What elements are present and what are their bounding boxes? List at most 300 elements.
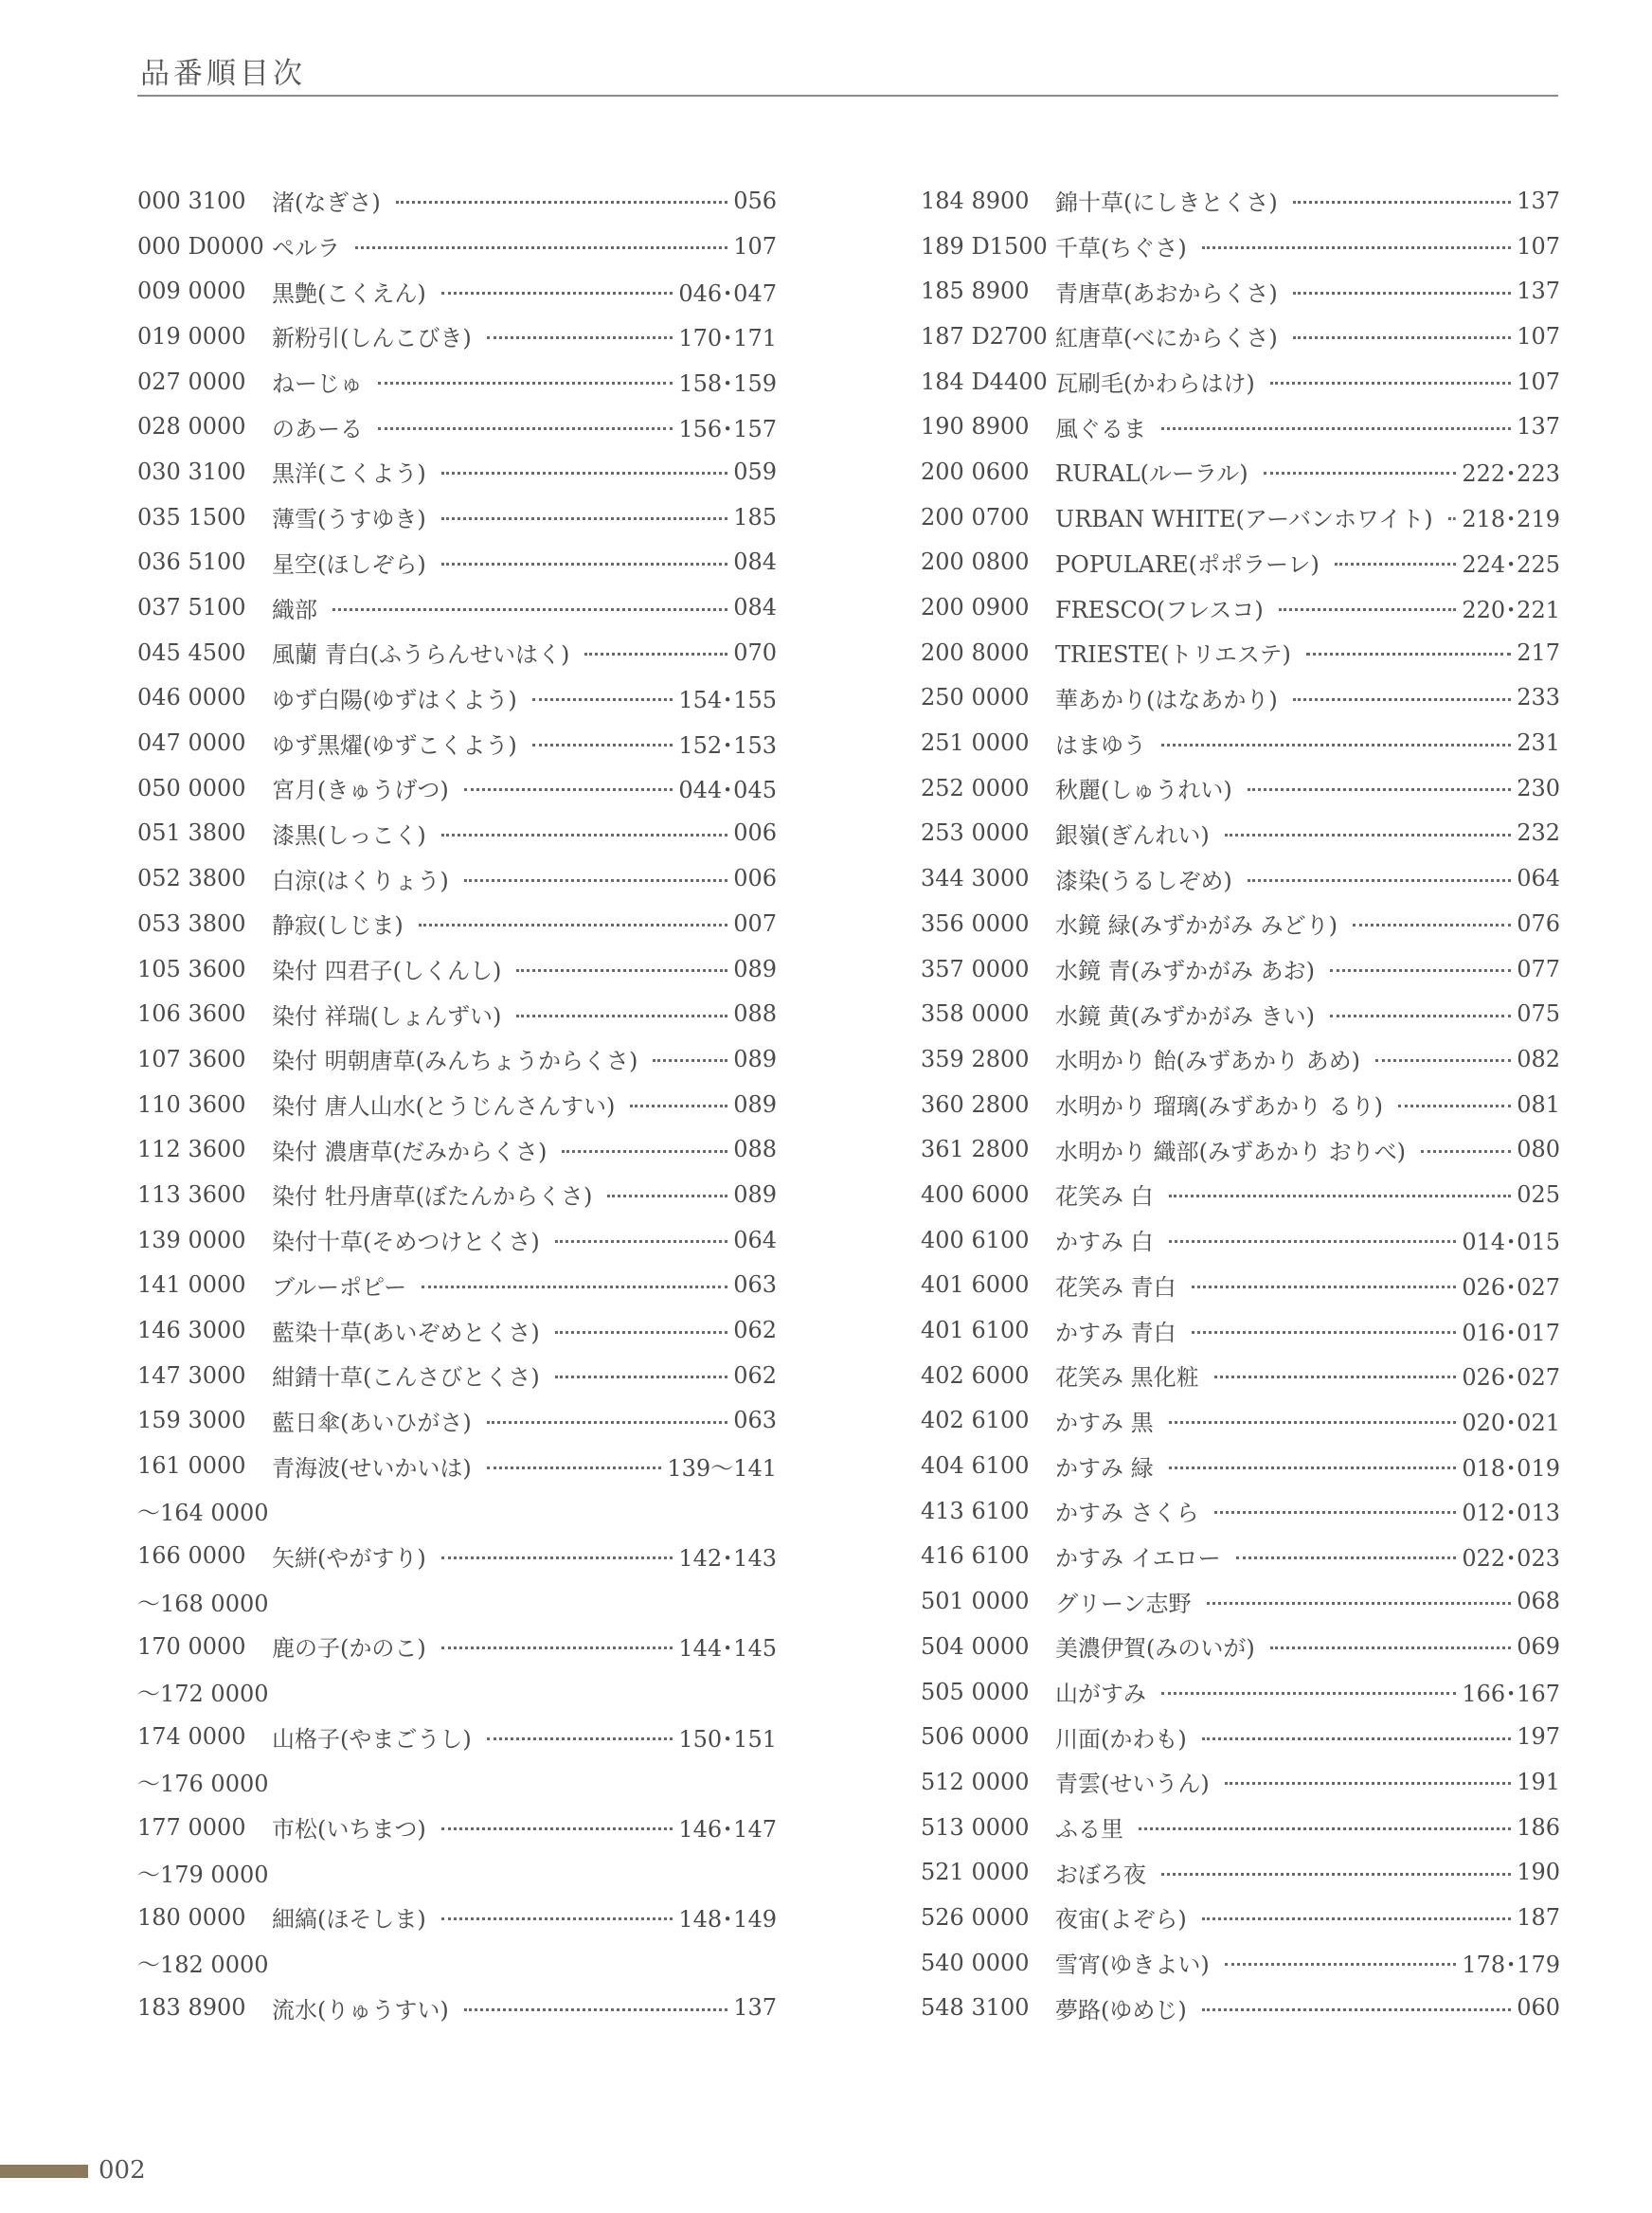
product-code: 027 0000: [137, 368, 246, 395]
product-name: 銀嶺(ぎんれい): [1055, 821, 1210, 849]
product-code: 501 0000: [921, 1588, 1030, 1615]
index-entry: [921, 675, 1560, 721]
product-code: 401 6000: [921, 1271, 1030, 1299]
index-entry: [137, 675, 777, 721]
index-entry: [137, 1353, 777, 1398]
product-name: 鹿の子(かのこ): [272, 1635, 426, 1663]
page-reference: 026･027: [1462, 1273, 1560, 1301]
product-code: 106 3600: [137, 1000, 246, 1028]
product-name: 染付 牡丹唐草(ぼたんからくさ): [272, 1183, 593, 1211]
product-code: 009 0000: [137, 278, 246, 305]
page-reference: 059: [733, 458, 777, 485]
page-title: 品番順目次: [140, 57, 306, 91]
product-code: 030 3100: [137, 458, 246, 485]
dot-leader: [355, 246, 727, 249]
index-entry: [137, 540, 777, 585]
index-entry: [137, 1849, 777, 1895]
product-name: 夜宙(よぞら): [1055, 1906, 1187, 1934]
product-code: 513 0000: [921, 1813, 1030, 1841]
dot-leader: [1353, 924, 1511, 927]
page-reference: 006: [733, 865, 777, 892]
page-reference: 148･149: [678, 1906, 777, 1934]
product-code: 159 3000: [137, 1407, 246, 1434]
dot-leader: [1448, 517, 1457, 520]
index-entry: [921, 1669, 1560, 1715]
dot-leader: [1248, 879, 1511, 882]
dot-leader: [1207, 1602, 1512, 1605]
product-code: 413 6100: [921, 1497, 1030, 1524]
product-name: 華あかり(はなあかり): [1055, 686, 1278, 713]
dot-leader: [516, 969, 727, 972]
index-entry: [921, 901, 1560, 946]
product-code: 〜172 0000: [137, 1681, 269, 1708]
product-name: TRIESTE(トリエステ): [1055, 641, 1291, 669]
index-entry: [137, 1759, 777, 1805]
dot-leader: [1202, 1917, 1511, 1920]
product-name: POPULARE(ポポラーレ): [1055, 550, 1320, 578]
dot-leader: [1161, 744, 1511, 747]
product-name: 染付 四君子(しくんし): [272, 958, 502, 985]
page-reference: 012･013: [1462, 1500, 1560, 1527]
index-entry: [137, 720, 777, 765]
page-reference: 232: [1517, 819, 1560, 847]
dot-leader: [422, 1286, 727, 1288]
index-entry: [921, 449, 1560, 495]
product-code: 〜176 0000: [137, 1771, 269, 1798]
page-reference: 025: [1517, 1180, 1560, 1208]
dot-leader: [1375, 1059, 1511, 1062]
product-name: RURAL(ルーラル): [1055, 460, 1248, 488]
product-name: 藍日傘(あいひがさ): [272, 1409, 472, 1436]
product-name: 水明かり 織部(みずあかり おりべ): [1055, 1138, 1406, 1165]
product-name: 宮月(きゅうげつ): [272, 777, 449, 804]
product-name: ふる里: [1055, 1816, 1123, 1844]
dot-leader: [1225, 834, 1511, 837]
product-name: 黒艶(こくえん): [272, 279, 426, 307]
index-entry: [921, 1126, 1560, 1172]
dot-leader: [487, 1421, 727, 1424]
index-entry: [137, 1217, 777, 1263]
page-reference: 137: [1517, 278, 1560, 305]
page-reference: 150･151: [678, 1725, 777, 1753]
page-reference: 046･047: [678, 279, 777, 307]
page-reference: 222･223: [1462, 460, 1560, 488]
index-entry: [137, 946, 777, 992]
dot-leader: [419, 924, 727, 927]
product-code: 344 3000: [921, 865, 1030, 892]
dot-leader: [441, 517, 727, 520]
product-code: 253 0000: [921, 819, 1030, 847]
index-entry: [921, 811, 1560, 856]
product-code: 356 0000: [921, 909, 1030, 937]
page-reference: 224･225: [1462, 550, 1560, 578]
index-entry: [921, 1805, 1560, 1850]
product-name: 織部: [272, 596, 317, 623]
page-reference: 089: [733, 1180, 777, 1208]
page-reference: 191: [1517, 1768, 1560, 1795]
dot-leader: [332, 608, 727, 611]
product-name: のあーる: [272, 415, 363, 442]
page-reference: 006: [733, 819, 777, 847]
product-name: 静寂(しじま): [272, 912, 404, 940]
product-code: 037 5100: [137, 594, 246, 621]
index-entry: [137, 1307, 777, 1353]
dot-leader: [1306, 653, 1511, 656]
product-name: 黒洋(こくよう): [272, 460, 426, 488]
page-reference: 231: [1517, 729, 1560, 757]
product-name: 渚(なぎさ): [272, 189, 381, 217]
dot-leader: [1192, 1331, 1457, 1334]
product-code: 526 0000: [921, 1903, 1030, 1931]
product-code: 〜164 0000: [137, 1500, 269, 1527]
header-divider: [137, 95, 1558, 97]
page-reference: 056: [733, 187, 777, 214]
dot-leader: [464, 879, 727, 882]
product-name: 流水(りゅうすい): [272, 1996, 449, 2024]
product-code: 184 D4400: [921, 368, 1048, 395]
page-reference: 107: [1517, 322, 1560, 350]
product-code: 046 0000: [137, 684, 246, 711]
dot-leader: [441, 1917, 673, 1920]
page-reference: 186: [1517, 1813, 1560, 1841]
product-name: 矢絣(やがすり): [272, 1544, 426, 1572]
dot-leader: [1293, 292, 1511, 295]
product-name: 水鏡 青(みずかがみ あお): [1055, 958, 1315, 985]
dot-leader: [1161, 427, 1511, 430]
product-code: 036 5100: [137, 549, 246, 576]
index-entry: [921, 224, 1560, 269]
page-reference: 089: [733, 955, 777, 982]
product-name: 白涼(はくりょう): [272, 867, 449, 894]
product-name: ゆず白陽(ゆずはくよう): [272, 686, 517, 713]
product-code: 251 0000: [921, 729, 1030, 757]
page-reference: 076: [1517, 909, 1560, 937]
index-entry: [921, 1986, 1560, 2031]
index-entry: [921, 946, 1560, 992]
page-reference: 152･153: [678, 731, 777, 759]
product-name: ねーじゅ: [272, 370, 363, 398]
product-name: 薄雪(うすゆき): [272, 506, 426, 533]
product-code: 402 6100: [921, 1407, 1030, 1434]
dot-leader: [441, 472, 727, 475]
page-reference: 064: [733, 1226, 777, 1253]
index-entry: [921, 585, 1560, 630]
page-reference: 062: [733, 1317, 777, 1344]
product-name: 染付 唐人山水(とうじんさんすい): [272, 1093, 616, 1121]
product-name: かすみ 白: [1055, 1229, 1154, 1256]
product-code: 147 3000: [137, 1361, 246, 1389]
product-code: 189 D1500: [921, 232, 1048, 260]
dot-leader: [1225, 1782, 1511, 1785]
dot-leader: [1202, 246, 1511, 249]
dot-leader: [1293, 698, 1511, 701]
index-entry: [921, 1307, 1560, 1353]
product-name: 藍染十草(あいぞめとくさ): [272, 1319, 540, 1346]
product-code: 540 0000: [921, 1949, 1030, 1976]
dot-leader: [1202, 2008, 1511, 2011]
index-entry: [921, 1849, 1560, 1895]
product-code: 200 0900: [921, 594, 1030, 621]
index-entry: [921, 268, 1560, 314]
dot-leader: [1270, 1646, 1511, 1649]
product-name: 美濃伊賀(みのいが): [1055, 1635, 1255, 1663]
product-code: 110 3600: [137, 1090, 246, 1118]
page-reference: 089: [733, 1045, 777, 1072]
page-reference: 107: [733, 232, 777, 260]
product-code: 359 2800: [921, 1045, 1030, 1072]
page-reference: 077: [1517, 955, 1560, 982]
index-entry: [137, 765, 777, 811]
product-code: 402 6000: [921, 1361, 1030, 1389]
product-code: 〜182 0000: [137, 1952, 269, 1979]
product-name: 紺錆十草(こんさびとくさ): [272, 1364, 540, 1392]
page-reference: 220･221: [1462, 596, 1560, 623]
index-entry: [921, 1263, 1560, 1308]
product-code: 051 3800: [137, 819, 246, 847]
index-entry: [137, 1714, 777, 1759]
product-name: おぼろ夜: [1055, 1861, 1146, 1888]
product-name: グリーン志野: [1055, 1590, 1192, 1617]
index-entry: [921, 1714, 1560, 1759]
page-reference: 063: [733, 1407, 777, 1434]
page-reference: 088: [733, 1136, 777, 1163]
index-entry: [921, 1488, 1560, 1534]
index-entry: [137, 811, 777, 856]
page-reference: 190: [1517, 1859, 1560, 1886]
dot-leader: [441, 834, 727, 837]
index-entry: [137, 1534, 777, 1579]
product-code: 105 3600: [137, 955, 246, 982]
product-name: 風蘭 青白(ふうらんせいはく): [272, 641, 570, 669]
product-name: かすみ 緑: [1055, 1454, 1154, 1482]
product-code: 504 0000: [921, 1632, 1030, 1660]
page-reference: 144･145: [678, 1635, 777, 1663]
dot-leader: [487, 1466, 662, 1469]
index-entry: [921, 540, 1560, 585]
dot-leader: [464, 788, 673, 791]
page-reference: 069: [1517, 1632, 1560, 1660]
product-name: ゆず黒燿(ゆずこくよう): [272, 731, 517, 759]
page-reference: 084: [733, 594, 777, 621]
page-reference: 080: [1517, 1136, 1560, 1163]
product-name: 新粉引(しんこびき): [272, 325, 472, 352]
product-code: 107 3600: [137, 1045, 246, 1072]
product-code: 045 4500: [137, 639, 246, 666]
page-reference: 016･017: [1462, 1319, 1560, 1346]
dot-leader: [487, 336, 673, 339]
index-entry: [137, 1172, 777, 1217]
product-name: 水明かり 瑠璃(みずあかり るり): [1055, 1093, 1383, 1121]
dot-leader: [584, 653, 727, 656]
product-name: FRESCO(フレスコ): [1055, 596, 1264, 623]
dot-leader: [516, 1015, 727, 1017]
index-entry: [921, 1036, 1560, 1082]
dot-leader: [378, 427, 673, 430]
product-code: 〜179 0000: [137, 1861, 269, 1888]
index-entry: [137, 1986, 777, 2031]
product-code: 184 8900: [921, 187, 1030, 214]
index-entry: [137, 1669, 777, 1715]
product-code: 358 0000: [921, 1000, 1030, 1028]
dot-leader: [1421, 1150, 1511, 1153]
product-code: 053 3800: [137, 909, 246, 937]
index-entry: [921, 991, 1560, 1036]
product-code: 047 0000: [137, 729, 246, 757]
index-entry: [137, 1940, 777, 1986]
product-name: 青海波(せいかいは): [272, 1454, 472, 1482]
product-name: 漆黒(しっこく): [272, 821, 426, 849]
page-reference: 137: [733, 1994, 777, 2022]
product-name: 花笑み 黒化粧: [1055, 1364, 1199, 1392]
dot-leader: [1335, 563, 1456, 566]
index-entry: [921, 765, 1560, 811]
index-entry: [137, 495, 777, 540]
product-code: 000 D0000: [137, 232, 264, 260]
product-code: 400 6100: [921, 1226, 1030, 1253]
product-code: 166 0000: [137, 1542, 246, 1570]
product-code: 019 0000: [137, 322, 246, 350]
dot-leader: [1330, 1015, 1511, 1017]
product-code: 028 0000: [137, 413, 246, 441]
page-reference: 062: [733, 1361, 777, 1389]
dot-leader: [630, 1105, 727, 1107]
index-entry: [137, 224, 777, 269]
dot-leader: [532, 698, 673, 701]
product-name: 青唐草(あおからくさ): [1055, 279, 1278, 307]
product-name: 秋麗(しゅうれい): [1055, 777, 1232, 804]
page-reference: 018･019: [1462, 1454, 1560, 1482]
page-reference: 070: [733, 639, 777, 666]
product-code: 250 0000: [921, 684, 1030, 711]
page-reference: 154･155: [678, 686, 777, 713]
product-code: 512 0000: [921, 1768, 1030, 1795]
index-entry: [921, 359, 1560, 405]
index-column-left: [137, 178, 777, 2030]
dot-leader: [653, 1059, 727, 1062]
product-code: 050 0000: [137, 774, 246, 801]
product-name: 夢路(ゆめじ): [1055, 1996, 1187, 2024]
product-name: 青雲(せいうん): [1055, 1771, 1210, 1798]
product-name: かすみ イエロー: [1055, 1544, 1221, 1572]
dot-leader: [1398, 1105, 1511, 1107]
page-reference: 178･179: [1462, 1952, 1560, 1979]
dot-leader: [607, 1195, 727, 1197]
page-reference: 014･015: [1462, 1229, 1560, 1256]
dot-leader: [487, 1737, 673, 1740]
page-number: 002: [99, 2156, 146, 2185]
dot-leader: [441, 1827, 673, 1830]
index-entry: [137, 1488, 777, 1534]
product-name: 花笑み 青白: [1055, 1273, 1176, 1301]
product-name: 水明かり 飴(みずあかり あめ): [1055, 1048, 1360, 1075]
page-reference: 146･147: [678, 1816, 777, 1844]
index-entry: [137, 1398, 777, 1444]
product-name: かすみ 黒: [1055, 1409, 1154, 1436]
page-reference: 107: [1517, 232, 1560, 260]
index-entry: [921, 1534, 1560, 1579]
dot-leader: [562, 1150, 727, 1153]
dot-leader: [441, 292, 673, 295]
index-entry: [137, 855, 777, 901]
page-reference: 026･027: [1462, 1364, 1560, 1392]
product-name: 千草(ちぐさ): [1055, 235, 1187, 262]
product-name: 漆染(うるしぞめ): [1055, 867, 1232, 894]
dot-leader: [1169, 1421, 1457, 1424]
product-code: 506 0000: [921, 1723, 1030, 1751]
page-reference: 142･143: [678, 1544, 777, 1572]
dot-leader: [441, 1556, 673, 1559]
product-name: 染付 祥瑞(しょんずい): [272, 1002, 502, 1030]
dot-leader: [1202, 1737, 1511, 1740]
dot-leader: [532, 744, 673, 747]
product-name: 山がすみ: [1055, 1681, 1146, 1708]
dot-leader: [1330, 969, 1511, 972]
page-reference: 084: [733, 549, 777, 576]
index-entry: [921, 1082, 1560, 1127]
dot-leader: [1270, 382, 1511, 385]
product-code: 180 0000: [137, 1903, 246, 1931]
dot-leader: [1169, 1195, 1512, 1197]
index-entry: [137, 1624, 777, 1669]
product-name: かすみ 青白: [1055, 1319, 1176, 1346]
index-entry: [921, 404, 1560, 449]
index-entry: [921, 314, 1560, 359]
page-reference: 137: [1517, 187, 1560, 214]
product-name: 錦十草(にしきとくさ): [1055, 189, 1278, 217]
product-code: 035 1500: [137, 503, 246, 531]
page-reference: 107: [1517, 368, 1560, 395]
index-entry: [137, 359, 777, 405]
product-code: 400 6000: [921, 1180, 1030, 1208]
page-reference: 089: [733, 1090, 777, 1118]
page-reference: 166･167: [1462, 1681, 1560, 1708]
product-code: 252 0000: [921, 774, 1030, 801]
product-code: 112 3600: [137, 1136, 246, 1163]
product-code: 177 0000: [137, 1813, 246, 1841]
dot-leader: [1293, 336, 1511, 339]
page-reference: 139〜141: [667, 1454, 777, 1482]
product-name: 瓦刷毛(かわらはけ): [1055, 370, 1255, 398]
product-name: 山格子(やまごうし): [272, 1725, 472, 1753]
page-reference: 064: [1517, 865, 1560, 892]
index-entry: [137, 1578, 777, 1624]
page-reference: 158･159: [678, 370, 777, 398]
product-code: 401 6100: [921, 1317, 1030, 1344]
index-entry: [137, 630, 777, 675]
index-entry: [921, 630, 1560, 675]
dot-leader: [1192, 1286, 1457, 1288]
product-code: 170 0000: [137, 1632, 246, 1660]
dot-leader: [1225, 1963, 1457, 1966]
product-name: ブルーポピー: [272, 1273, 407, 1301]
dot-leader: [1161, 1873, 1511, 1876]
index-entry: [137, 1443, 777, 1488]
index-entry: [137, 1036, 777, 1082]
index-entry: [137, 404, 777, 449]
index-entry: [137, 449, 777, 495]
page-reference: 082: [1517, 1045, 1560, 1072]
index-entry: [921, 1940, 1560, 1986]
page-reference: 217: [1517, 639, 1560, 666]
product-code: 〜168 0000: [137, 1590, 269, 1617]
index-entry: [921, 1624, 1560, 1669]
page-reference: 230: [1517, 774, 1560, 801]
dot-leader: [555, 1331, 727, 1334]
dot-leader: [1169, 1466, 1457, 1469]
dot-leader: [441, 1646, 673, 1649]
index-entry: [921, 1759, 1560, 1805]
page-reference: 170･171: [678, 325, 777, 352]
